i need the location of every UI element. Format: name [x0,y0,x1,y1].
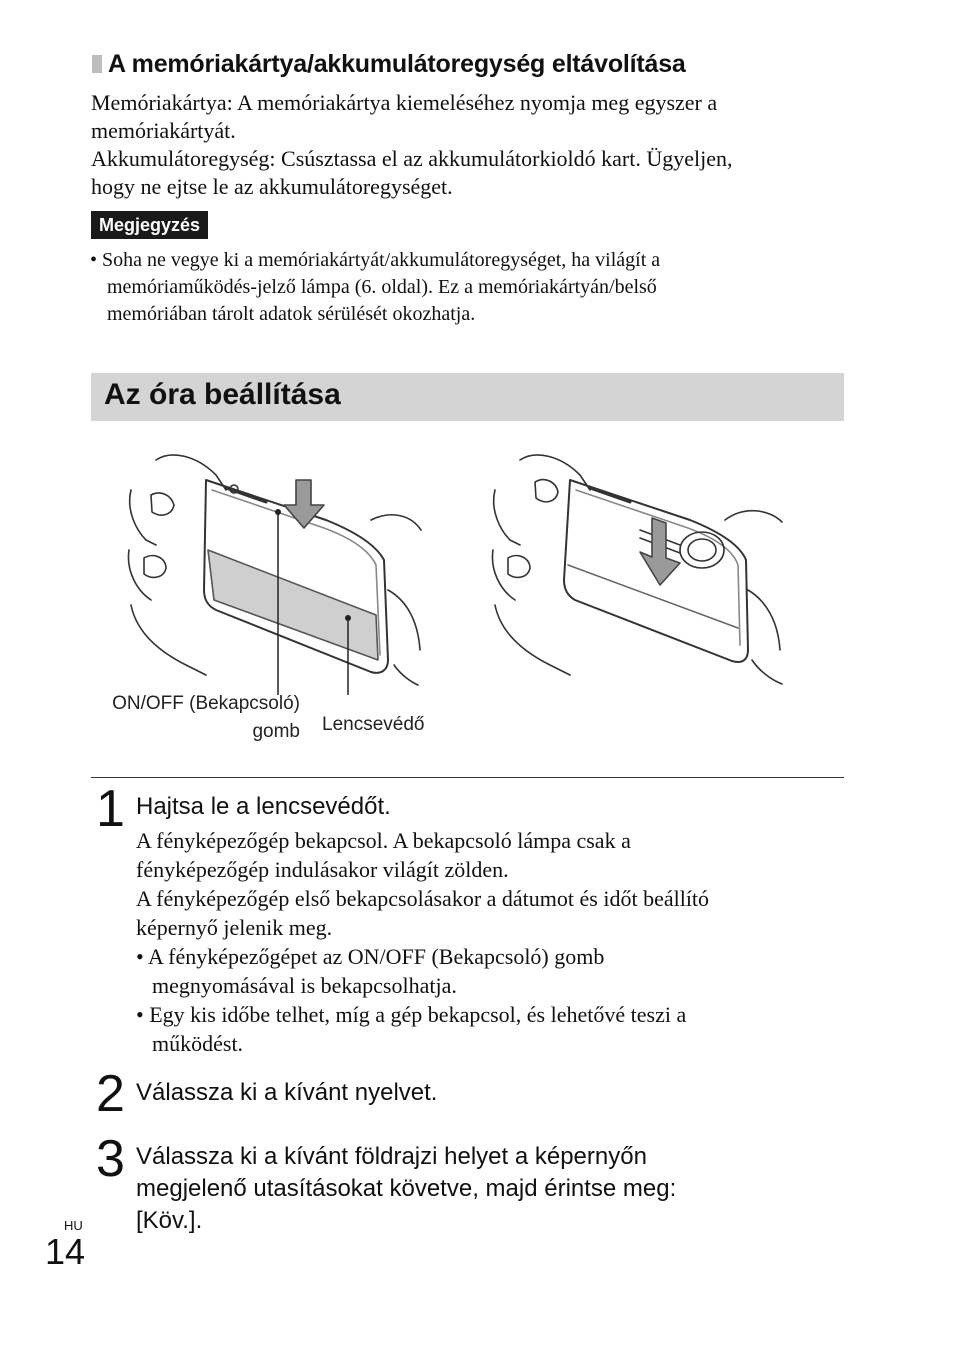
remove-paragraph: Memóriakártya: A memóriakártya kiemeléséhez nyomja meg egyszer a memóriakártyát. Akkumulátoregység: Csúsztassa el az akkumulátorkioldó kart. Ügyeljen, hogy ne ejtse le az akkumulátoregységet. [91,90,733,199]
step-1-body: A fényképezőgép bekapcsol. A bekapcsoló lámpa csak a fényképezőgép indulásakor világít zölden. A fényképezőgép első bekapcsolásakor a dátumot és időt beállító képernyő jelenik meg. • A fényképezőgépet az ON/OFF (Bekapcsoló) gomb megnyomásával is bekapcsolhatja. • Egy kis időbe telhet, míg a gép bekapcsol, és lehetővé teszi a működést. [136,826,836,1058]
step-1-number: 1 [96,780,125,838]
camera-illustration-right [490,450,790,690]
label-lens-cover: Lencsevédő [322,714,425,735]
heading-marker [92,55,102,73]
page-language: HU [64,1218,83,1233]
page-number: 14 [45,1231,86,1272]
note-list [90,247,850,328]
step-1-title: Hajtsa le a lencsevédőt. [136,793,391,820]
note-badge: Megjegyzés [91,211,208,239]
step-1-bullet: • A fényképezőgépet az ON/OFF (Bekapcsoló) gomb megnyomásával is bekapcsolhatja. [136,944,605,998]
section-title-bar [91,373,844,421]
step-3-title: Válassza ki a kívánt földrajzi helyet a képernyőn megjelenő utasításokat követve, majd érintse meg: [Köv.]. [136,1143,677,1234]
step-3-number: 3 [96,1130,125,1188]
label-onoff-button: ON/OFF (Bekapcsoló) gomb [112,693,300,742]
section-title: Az óra beállítása [104,378,341,411]
steps-divider [91,777,844,778]
remove-heading: A memóriakártya/akkumulátoregység eltávolítása [92,50,686,79]
step-2-title: Válassza ki a kívánt nyelvet. [136,1079,438,1106]
camera-illustration-left [126,450,426,695]
step-1-bullets [136,942,836,1058]
step-1-bullet: • Egy kis időbe telhet, míg a gép bekapcsol, és lehetővé teszi a működést. [136,1002,687,1056]
note-item: • Soha ne vegye ki a memóriakártyát/akkumulátoregységet, ha világít a memóriaműködés-jelző lámpa (6. oldal). Ez a memóriakártyán/belső memóriában tárolt adatok sérülését okozhatja. [90,249,661,325]
step-2-number: 2 [96,1065,125,1123]
